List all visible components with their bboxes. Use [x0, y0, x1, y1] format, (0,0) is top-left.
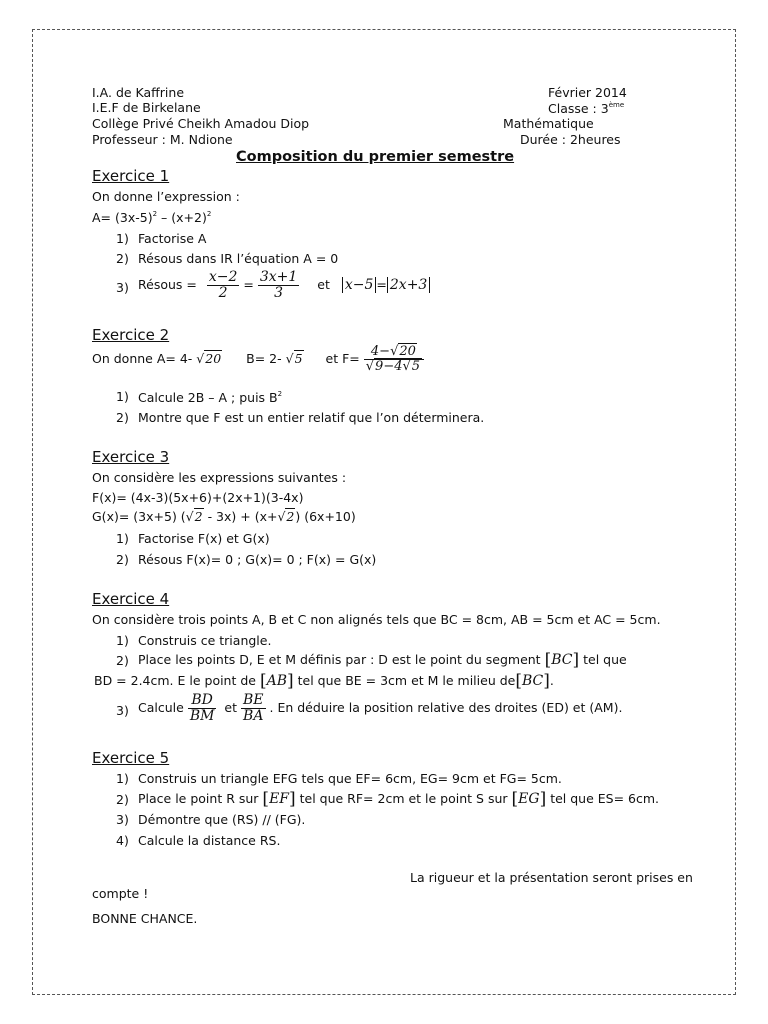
ex2-item-2-num: 2)	[116, 410, 129, 425]
ex3-heading: Exercice 3	[92, 448, 170, 466]
ex4-item-3-num: 3)	[116, 703, 129, 718]
ex3-g: G(x)= (3x+5) (√2 - 3x) + (x+√2) (6x+10)	[92, 509, 356, 524]
ex3-item-2-num: 2)	[116, 552, 129, 567]
header-ief: I.E.F de Birkelane	[92, 100, 201, 115]
ex1-item-2-num: 2)	[116, 251, 129, 266]
ex5-segment-eg: [EG]	[511, 789, 547, 809]
ex5-item-4-num: 4)	[116, 833, 129, 848]
ex1-heading: Exercice 1	[92, 167, 170, 185]
ex1-item-3-num: 3)	[116, 280, 129, 295]
header-classe: Classe : 3ème	[548, 101, 625, 116]
ex1-abs-1: x−5	[342, 277, 377, 293]
ex3-sqrt-2a: √2	[185, 509, 203, 524]
ex2-item-2: Montre que F est un entier relatif que l’on déterminera.	[138, 410, 485, 425]
ex1-item-3: Résous = $\frac{x-2}{2}$ = $\frac{3x+1}{3}$ et x−5 = 2x+3	[138, 270, 430, 300]
ex4-item-1-num: 1)	[116, 633, 129, 648]
ex4-intro: On considère trois points A, B et C non alignés tels que BC = 8cm, AB = 5cm et AC = 5cm.	[92, 612, 661, 627]
ex1-item-1: Factorise A	[138, 231, 207, 246]
ex1-expression: $A= (3x-5)^2 - (x+2)^2$	[92, 210, 212, 225]
ex5-item-2-num: 2)	[116, 792, 129, 807]
ex1-item-1-num: 1)	[116, 231, 129, 246]
ex4-segment-ab: [AB]	[259, 671, 294, 691]
ex3-sqrt-2b: √2	[277, 509, 295, 524]
header-date: Février 2014	[548, 85, 627, 100]
ex5-item-4: Calcule la distance RS.	[138, 833, 281, 848]
ex4-segment-bc-2: [BC]	[515, 671, 550, 691]
ex5-item-2: Place le point R sur [EF] tel que RF= 2cm et le point S sur [EG] tel que ES= 6cm.	[138, 789, 660, 809]
ex2-heading: Exercice 2	[92, 326, 170, 344]
ex4-fraction-bd-bm: $\frac{BD}{BM}$	[189, 692, 215, 724]
ex2-item-1-num: 1)	[116, 389, 129, 404]
footer-note: La rigueur et la présentation seront prises en	[410, 870, 693, 885]
ex4-heading: Exercice 4	[92, 590, 170, 608]
ex4-item-2-num: 2)	[116, 653, 129, 668]
ex4-item-2: Place les points D, E et M définis par : D est le point du segment [BC] tel que	[138, 650, 627, 670]
ex5-heading: Exercice 5	[92, 749, 170, 767]
header-ia: I.A. de Kaffrine	[92, 85, 185, 100]
ex5-segment-ef: [EF]	[262, 789, 296, 809]
ex5-item-1-num: 1)	[116, 771, 129, 786]
header-teacher: Professeur : M. Ndione	[92, 132, 233, 147]
ex3-intro: On considère les expressions suivantes :	[92, 470, 347, 485]
ex4-item-3: Calcule $\frac{BD}{BM}$ et $\frac{BE}{BA}$ . En déduire la position relative des droites (ED) et (AM).	[138, 692, 623, 724]
ex1-item-2: Résous dans IR l’équation A = 0	[138, 251, 339, 266]
ex2-fraction-f: $\frac{4-√20}{√9-4√5}$	[364, 345, 424, 373]
ex3-item-1: Factorise F(x) et G(x)	[138, 531, 270, 546]
header-college: Collège Privé Cheikh Amadou Diop	[92, 116, 310, 131]
ex2-definitions: On donne A= 4- √20 B= 2- √5 et F= $\frac{4-√20}{√9-4√5}$	[92, 345, 424, 373]
ex1-abs-2: 2x+3	[387, 277, 430, 293]
ex5-item-3: Démontre que (RS) // (FG).	[138, 812, 306, 827]
ex5-item-1: Construis un triangle EFG tels que EF= 6cm, EG= 9cm et FG= 5cm.	[138, 771, 562, 786]
ex1-fraction-2: $\frac{3x+1}{3}$	[259, 269, 298, 301]
ex4-item-1: Construis ce triangle.	[138, 633, 272, 648]
ex1-fraction-1: $\frac{x-2}{2}$	[208, 269, 238, 301]
ex3-item-1-num: 1)	[116, 531, 129, 546]
ex2-sqrt-20: √20	[196, 350, 222, 366]
ex2-item-1: Calcule 2B – A ; puis $B^2$	[138, 390, 283, 405]
ex5-item-3-num: 3)	[116, 812, 129, 827]
ex4-fraction-be-ba: $\frac{BE}{BA}$	[243, 692, 264, 724]
footer-luck: BONNE CHANCE.	[92, 911, 198, 926]
header-duration: Durée : 2heures	[520, 132, 621, 147]
ex2-sqrt-5: √5	[285, 350, 303, 366]
page-title: Composition du premier semestre	[236, 149, 515, 165]
ex3-item-2: Résous F(x)= 0 ; G(x)= 0 ; F(x) = G(x)	[138, 552, 377, 567]
ex3-f: F(x)= (4x-3)(5x+6)+(2x+1)(3-4x)	[92, 490, 304, 505]
ex4-segment-bc: [BC]	[544, 650, 580, 670]
header-subject: Mathématique	[503, 116, 594, 131]
ex4-item-2-cont: BD = 2.4cm. E le point de [AB] tel que BE = 3cm et M le milieu de[BC].	[94, 671, 554, 691]
ex1-intro: On donne l’expression :	[92, 189, 240, 204]
footer-note-cont: compte !	[92, 886, 149, 901]
